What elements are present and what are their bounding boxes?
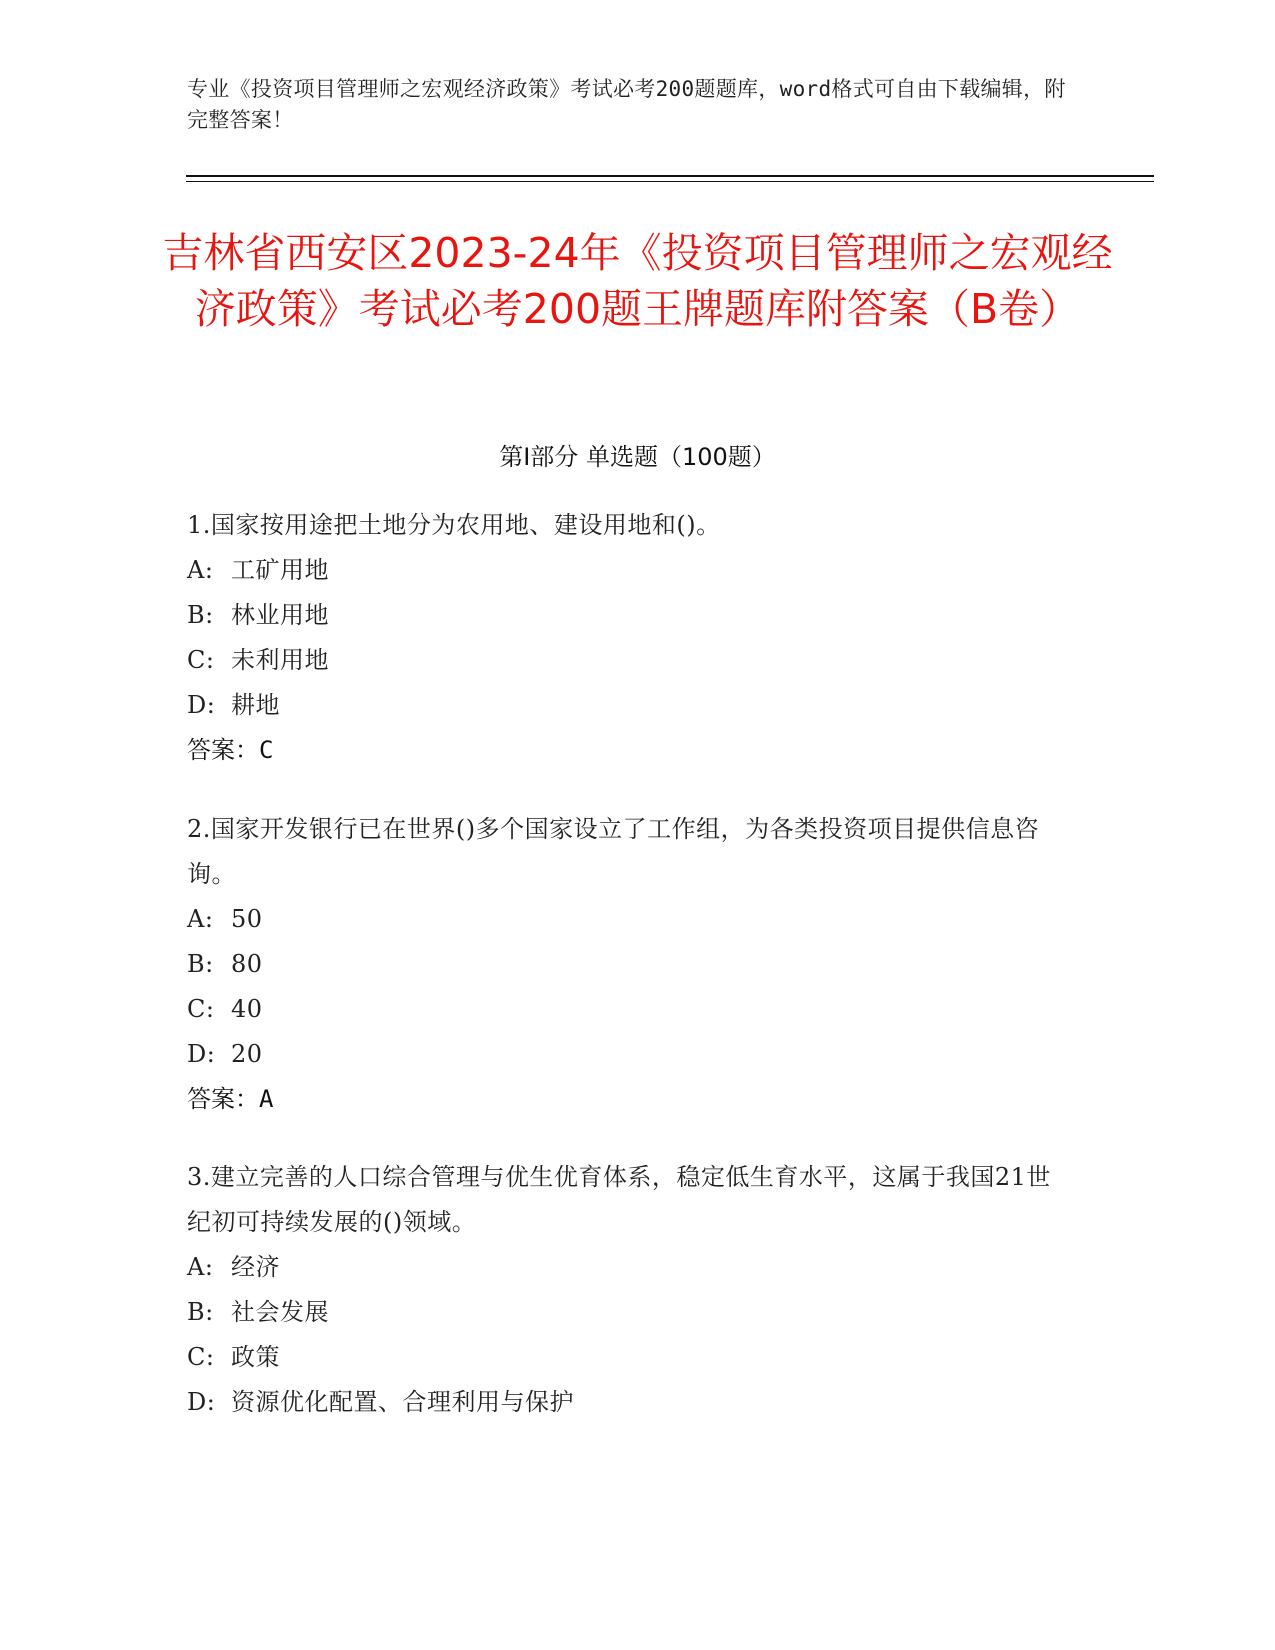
option-letter: C: xyxy=(187,1343,215,1371)
option-text: 工矿用地 xyxy=(231,556,329,584)
option-letter: D: xyxy=(187,1388,216,1416)
option-c xyxy=(187,1335,1067,1380)
option-text: 政策 xyxy=(231,1343,280,1371)
option-letter: B: xyxy=(187,950,214,978)
question-3 xyxy=(187,1155,1067,1425)
option-text: 未利用地 xyxy=(231,646,329,674)
answer-value: C xyxy=(259,736,274,764)
option-a xyxy=(187,1245,1067,1290)
answer-label: 答案： xyxy=(187,1085,259,1113)
option-b xyxy=(187,593,1067,638)
option-a xyxy=(187,548,1067,593)
option-text: 林业用地 xyxy=(231,601,329,629)
option-c xyxy=(187,638,1067,683)
question-stem: 2.国家开发银行已在世界()多个国家设立了工作组，为各类投资项目提供信息咨询。 xyxy=(187,815,1040,888)
question-stem: 1.国家按用途把土地分为农用地、建设用地和()。 xyxy=(187,511,721,539)
option-letter: B: xyxy=(187,601,214,629)
option-text: 50 xyxy=(231,905,263,933)
answer-line xyxy=(187,1077,1067,1122)
option-b xyxy=(187,942,1067,987)
option-letter: D: xyxy=(187,1040,216,1068)
option-d xyxy=(187,1032,1067,1077)
header-rule-thin xyxy=(186,181,1154,182)
option-letter: B: xyxy=(187,1298,214,1326)
option-text: 资源优化配置、合理利用与保护 xyxy=(231,1388,574,1416)
document-title: 吉林省西安区2023-24年《投资项目管理师之宏观经济政策》考试必考200题王牌题库附答案（B卷） xyxy=(162,229,1113,333)
option-text: 经济 xyxy=(231,1253,280,1281)
answer-label: 答案： xyxy=(187,736,259,764)
header-note: 专业《投资项目管理师之宏观经济政策》考试必考200题题库，word格式可自由下载编辑，附完整答案！ xyxy=(187,77,1066,132)
option-letter: D: xyxy=(187,691,216,719)
answer-value: A xyxy=(259,1085,274,1113)
option-text: 20 xyxy=(231,1040,263,1068)
option-d xyxy=(187,683,1067,728)
option-b xyxy=(187,1290,1067,1335)
option-text: 耕地 xyxy=(231,691,280,719)
section-title: 第I部分 单选题（100题） xyxy=(499,443,776,471)
option-a xyxy=(187,897,1067,942)
option-letter: A: xyxy=(187,1253,214,1281)
option-text: 40 xyxy=(231,995,263,1023)
option-letter: C: xyxy=(187,995,215,1023)
header-rule-thick xyxy=(186,175,1154,177)
option-c xyxy=(187,987,1067,1032)
answer-line xyxy=(187,728,1067,773)
option-text: 80 xyxy=(231,950,263,978)
option-letter: C: xyxy=(187,646,215,674)
question-2 xyxy=(187,807,1067,1122)
option-text: 社会发展 xyxy=(231,1298,329,1326)
question-stem: 3.建立完善的人口综合管理与优生优育体系，稳定低生育水平，这属于我国21世纪初可持续发展的()领域。 xyxy=(187,1163,1051,1236)
option-letter: A: xyxy=(187,905,214,933)
option-d xyxy=(187,1380,1067,1425)
option-letter: A: xyxy=(187,556,214,584)
question-1 xyxy=(187,503,1067,773)
